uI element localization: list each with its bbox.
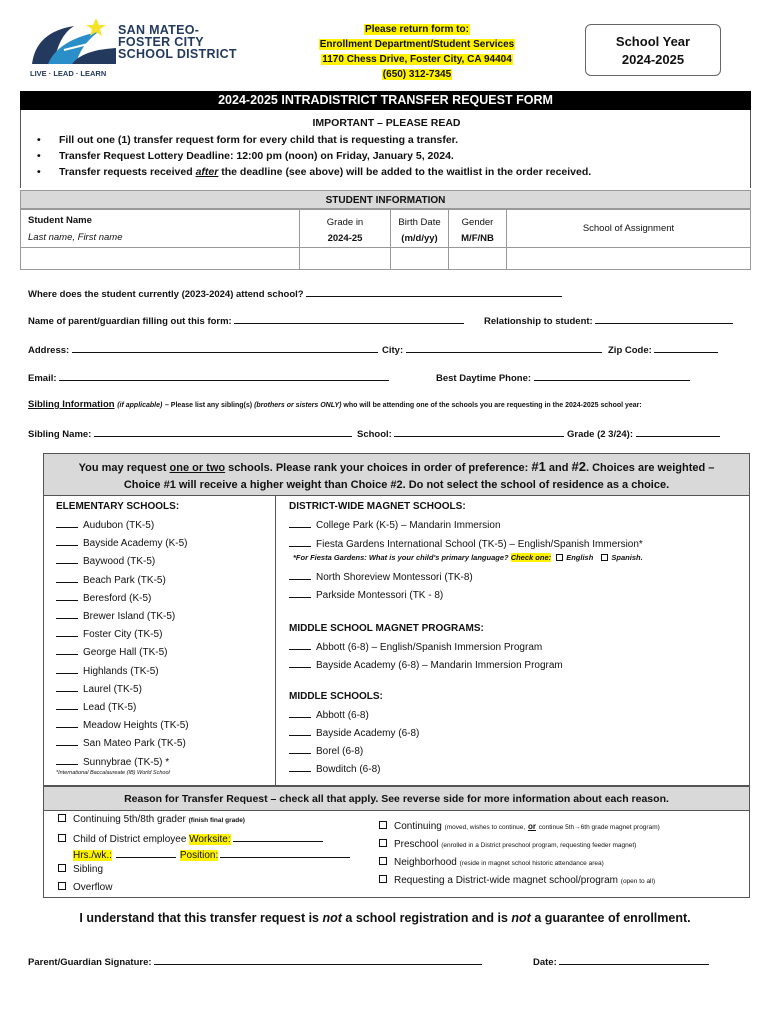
elementary-school-item[interactable] — [56, 665, 159, 677]
magnet-parkside[interactable]: Parkside Montessori (TK - 8) — [289, 589, 443, 601]
reason-box — [43, 786, 750, 898]
city-label: City: — [382, 345, 404, 356]
elementary-school-blank[interactable] — [56, 719, 78, 728]
middle-school-label: Borel (6-8) — [316, 746, 364, 757]
parent-row — [28, 314, 464, 327]
elementary-school-label: Beach Park (TK-5) — [83, 574, 166, 586]
zip-label: Zip Code: — [608, 345, 652, 356]
middle-school-item[interactable] — [289, 763, 380, 775]
logo-line-3: SCHOOL DISTRICT — [118, 47, 237, 61]
elementary-school-item[interactable] — [56, 574, 166, 586]
elementary-school-item[interactable] — [56, 683, 142, 695]
ms-magnet-label: Bayside Academy (6-8) – Mandarin Immersion Program — [316, 660, 563, 671]
elementary-school-label: Audubon (TK-5) — [83, 520, 155, 531]
elementary-school-label: George Hall (TK-5) — [83, 647, 168, 659]
elementary-school-label: Brewer Island (TK-5) — [83, 611, 176, 622]
magnet-fiesta-gardens[interactable]: Fiesta Gardens International School (TK-5) – English/Spanish Immersion* — [289, 538, 643, 550]
elementary-school-blank[interactable] — [56, 628, 78, 637]
logo-graphic — [28, 18, 120, 70]
middle-school-blank[interactable] — [289, 727, 311, 736]
logo-line-2: FOSTER CITY — [118, 35, 204, 49]
elementary-school-item[interactable] — [56, 701, 136, 713]
ms-magnet-item[interactable] — [289, 659, 563, 671]
elementary-school-label: Baywood (TK-5) — [83, 556, 156, 568]
return-line-4: (650) 312-7345 — [382, 69, 452, 80]
signature-label: Parent/Guardian Signature: — [28, 957, 152, 968]
signature-input[interactable] — [154, 955, 482, 965]
reason-neighborhood[interactable]: Neighborhood (reside in magnet school historic attendance area) — [379, 857, 604, 868]
ms-magnet-blank[interactable] — [289, 641, 311, 650]
reason-continuing-58[interactable]: Continuing 5th/8th grader (finish final grade) — [58, 814, 245, 825]
relationship-input[interactable] — [595, 314, 733, 324]
elementary-school-label: Lead (TK-5) — [83, 702, 137, 713]
elementary-school-item[interactable] — [56, 646, 167, 658]
important-heading: IMPORTANT – PLEASE READ — [312, 117, 461, 129]
sibling-info-note: (if applicable) — [117, 402, 163, 409]
elementary-school-blank[interactable] — [56, 701, 78, 710]
logo-tagline: LIVE · LEAD · LEARN — [30, 69, 107, 78]
birth-date-sub: (m/d/yy) — [401, 233, 438, 244]
current-school-row — [28, 287, 562, 300]
sibling-info-row — [28, 399, 642, 410]
zip-input[interactable] — [654, 343, 718, 353]
address-label: Address: — [28, 345, 70, 356]
important-notice — [20, 110, 751, 188]
parent-name-input[interactable] — [234, 314, 464, 324]
sibling-name-row — [28, 427, 352, 440]
relationship-label: Relationship to student: — [484, 316, 593, 327]
important-bullet-2: • Transfer Request Lottery Deadline: 12:00 pm (noon) on Friday, January 5, 2024. — [59, 150, 454, 162]
reason-district-magnet[interactable]: Requesting a District-wide magnet school/program (open to all) — [379, 875, 655, 886]
phone-input[interactable] — [534, 371, 690, 381]
fiesta-language-note: *For Fiesta Gardens: What is your child's primary language? Check one: English Spanish. — [293, 553, 643, 562]
elementary-school-label: Meadow Heights (TK-5) — [83, 720, 189, 732]
assignment-label: School of Assignment — [582, 223, 675, 234]
email-row — [28, 371, 389, 384]
sibling-grade-input[interactable] — [636, 427, 720, 437]
return-line-2: Enrollment Department/Student Services — [319, 39, 515, 50]
elementary-school-blank[interactable] — [56, 574, 78, 583]
middle-school-item[interactable] — [289, 727, 419, 739]
student-name-column[interactable] — [21, 210, 300, 269]
district-logo — [28, 18, 243, 80]
elementary-school-blank[interactable] — [56, 537, 78, 546]
sibling-grade-row — [567, 427, 720, 440]
grade-sub: 2024-25 — [327, 233, 363, 244]
school-choices-instructions: You may request one or two schools. Please rank your choices in order of preference: #1 and #2. Choices are weighted – Choice #1 will receive a higher weight than Choice #2. Do not select the school of residence as a choice. — [44, 454, 749, 496]
magnet-college-park[interactable]: College Park (K-5) – Mandarin Immersion — [289, 519, 501, 531]
ib-note: *International Baccalaureate (IB) World School — [56, 770, 170, 776]
elementary-school-label: Beresford (K-5) — [83, 592, 152, 604]
city-row — [382, 343, 602, 356]
elementary-school-blank[interactable] — [56, 519, 78, 528]
elementary-school-item[interactable] — [56, 737, 186, 749]
elementary-school-item[interactable] — [56, 610, 175, 622]
birth-date-label: Birth Date — [398, 217, 441, 228]
middle-school-item[interactable] — [289, 709, 369, 721]
relationship-row — [484, 314, 733, 327]
student-name-sub: Last name, First name — [28, 232, 123, 243]
elementary-school-blank[interactable] — [56, 610, 78, 619]
sibling-name-label: Sibling Name: — [28, 429, 92, 440]
student-name-label: Student Name — [28, 215, 92, 226]
magnet-heading: DISTRICT-WIDE MAGNET SCHOOLS: — [289, 501, 466, 512]
elementary-heading: ELEMENTARY SCHOOLS: — [56, 501, 180, 512]
email-label: Email: — [28, 373, 57, 384]
student-info-table — [20, 209, 751, 270]
reason-sibling[interactable]: Sibling — [58, 864, 103, 875]
zip-row — [608, 343, 718, 356]
sibling-grade-label: Grade (2 3/24): — [567, 429, 633, 440]
elementary-school-label: Sunnybrae (TK-5) * — [83, 756, 170, 768]
important-bullet-3: • Transfer requests received after the deadline (see above) will be added to the waitlist in the order received. — [59, 166, 591, 178]
middle-school-item[interactable] — [289, 745, 363, 757]
middle-school-blank[interactable] — [289, 745, 311, 754]
column-divider — [275, 496, 276, 785]
date-row — [533, 955, 709, 968]
elementary-school-label: Bayside Academy (K-5) — [83, 538, 188, 550]
date-input[interactable] — [559, 955, 709, 965]
ms-magnet-blank[interactable] — [289, 659, 311, 668]
address-input[interactable] — [72, 343, 378, 353]
reason-heading: Reason for Transfer Request – check all that apply. See reverse side for more information about each reason. — [44, 787, 749, 811]
grade-label: Grade in — [326, 217, 364, 228]
elementary-school-item[interactable] — [56, 537, 188, 549]
elementary-school-item[interactable] — [56, 519, 154, 531]
school-year-box — [585, 24, 721, 76]
ms-magnet-label: Abbott (6-8) – English/Spanish Immersion Program — [316, 642, 543, 653]
gender-label: Gender — [461, 217, 494, 228]
elementary-school-blank[interactable] — [56, 592, 78, 601]
important-bullet-1: • Fill out one (1) transfer request form for every child that is requesting a transfer. — [59, 134, 458, 146]
parent-name-label: Name of parent/guardian filling out this form: — [28, 316, 232, 327]
current-school-input[interactable] — [306, 287, 562, 297]
spanish-checkbox[interactable] — [601, 554, 608, 561]
city-input[interactable] — [406, 343, 602, 353]
grade-column[interactable] — [300, 210, 391, 269]
phone-label: Best Daytime Phone: — [436, 373, 532, 384]
sibling-school-label: School: — [357, 429, 392, 440]
elementary-school-item[interactable] — [56, 719, 189, 731]
middle-school-label: Bayside Academy (6-8) — [316, 728, 420, 739]
form-title: 2024-2025 INTRADISTRICT TRANSFER REQUEST FORM — [20, 91, 751, 110]
sibling-school-input[interactable] — [394, 427, 564, 437]
ms-magnet-heading: MIDDLE SCHOOL MAGNET PROGRAMS: — [289, 623, 484, 634]
elementary-school-item[interactable] — [56, 592, 151, 604]
elementary-school-label: San Mateo Park (TK-5) — [83, 738, 186, 750]
gender-column[interactable] — [449, 210, 507, 269]
reason-child-employee[interactable]: Child of District employee Worksite: — [58, 832, 323, 845]
magnet-north-shoreview[interactable]: North Shoreview Montessori (TK-8) — [289, 571, 473, 583]
email-input[interactable] — [59, 371, 389, 381]
elementary-school-label: Highlands (TK-5) — [83, 665, 159, 677]
elementary-school-blank[interactable] — [56, 555, 78, 564]
reason-continuing[interactable]: Continuing (moved, wishes to continue, or continue 5th→6th grade magnet program) — [379, 821, 660, 832]
middle-school-blank[interactable] — [289, 709, 311, 718]
signature-row — [28, 955, 482, 968]
return-line-3: 1170 Chess Drive, Foster City, CA 94404 — [322, 54, 512, 65]
reason-preschool[interactable]: Preschool (enrolled in a District preschool program, requesting feeder magnet) — [379, 839, 636, 850]
school-year-value: 2024-2025 — [621, 52, 685, 67]
logo-line-1: SAN MATEO- — [118, 23, 200, 37]
elementary-school-blank[interactable] — [56, 683, 78, 692]
date-label: Date: — [533, 957, 557, 968]
sibling-info-label: Sibling Information — [28, 399, 115, 410]
student-info-heading: STUDENT INFORMATION — [20, 190, 751, 209]
current-school-label: Where does the student currently (2023-2024) attend school? — [28, 289, 304, 300]
return-address — [306, 22, 528, 82]
reason-overflow[interactable]: Overflow — [58, 882, 112, 893]
reason-employee-details[interactable]: Hrs./wk.: Position: — [73, 848, 350, 861]
elementary-school-blank[interactable] — [56, 737, 78, 746]
address-row — [28, 343, 378, 356]
elementary-school-blank[interactable] — [56, 665, 78, 674]
english-checkbox[interactable] — [556, 554, 563, 561]
sibling-name-input[interactable] — [94, 427, 352, 437]
assignment-column[interactable] — [507, 210, 750, 269]
elementary-school-blank[interactable] — [56, 756, 78, 765]
middle-school-label: Abbott (6-8) — [316, 710, 369, 721]
elementary-school-label: Foster City (TK-5) — [83, 629, 163, 641]
birth-date-column[interactable] — [391, 210, 449, 269]
middle-school-blank[interactable] — [289, 763, 311, 772]
phone-row — [436, 371, 690, 384]
school-choices-box — [43, 453, 750, 786]
elementary-school-blank[interactable] — [56, 646, 78, 655]
gender-sub: M/F/NB — [461, 233, 494, 244]
elementary-school-item[interactable] — [56, 628, 162, 640]
ms-magnet-item[interactable] — [289, 641, 542, 653]
return-line-1: Please return form to: — [365, 24, 469, 35]
enrollment-statement: I understand that this transfer request is not a school registration and is not a guarantee of enrollment. — [79, 911, 691, 925]
sibling-info-text: – Please list any sibling(s) (brothers or sisters ONLY) who will be attending one of the schools you are requesting in the 2024-2025 school year: — [164, 402, 642, 409]
sibling-school-row — [357, 427, 564, 440]
school-year-label: School Year — [615, 34, 691, 49]
elementary-school-item[interactable] — [56, 555, 155, 567]
ms-heading: MIDDLE SCHOOLS: — [289, 691, 383, 702]
elementary-school-item[interactable] — [56, 756, 169, 768]
elementary-school-label: Laurel (TK-5) — [83, 683, 142, 695]
middle-school-label: Bowditch (6-8) — [316, 764, 381, 775]
